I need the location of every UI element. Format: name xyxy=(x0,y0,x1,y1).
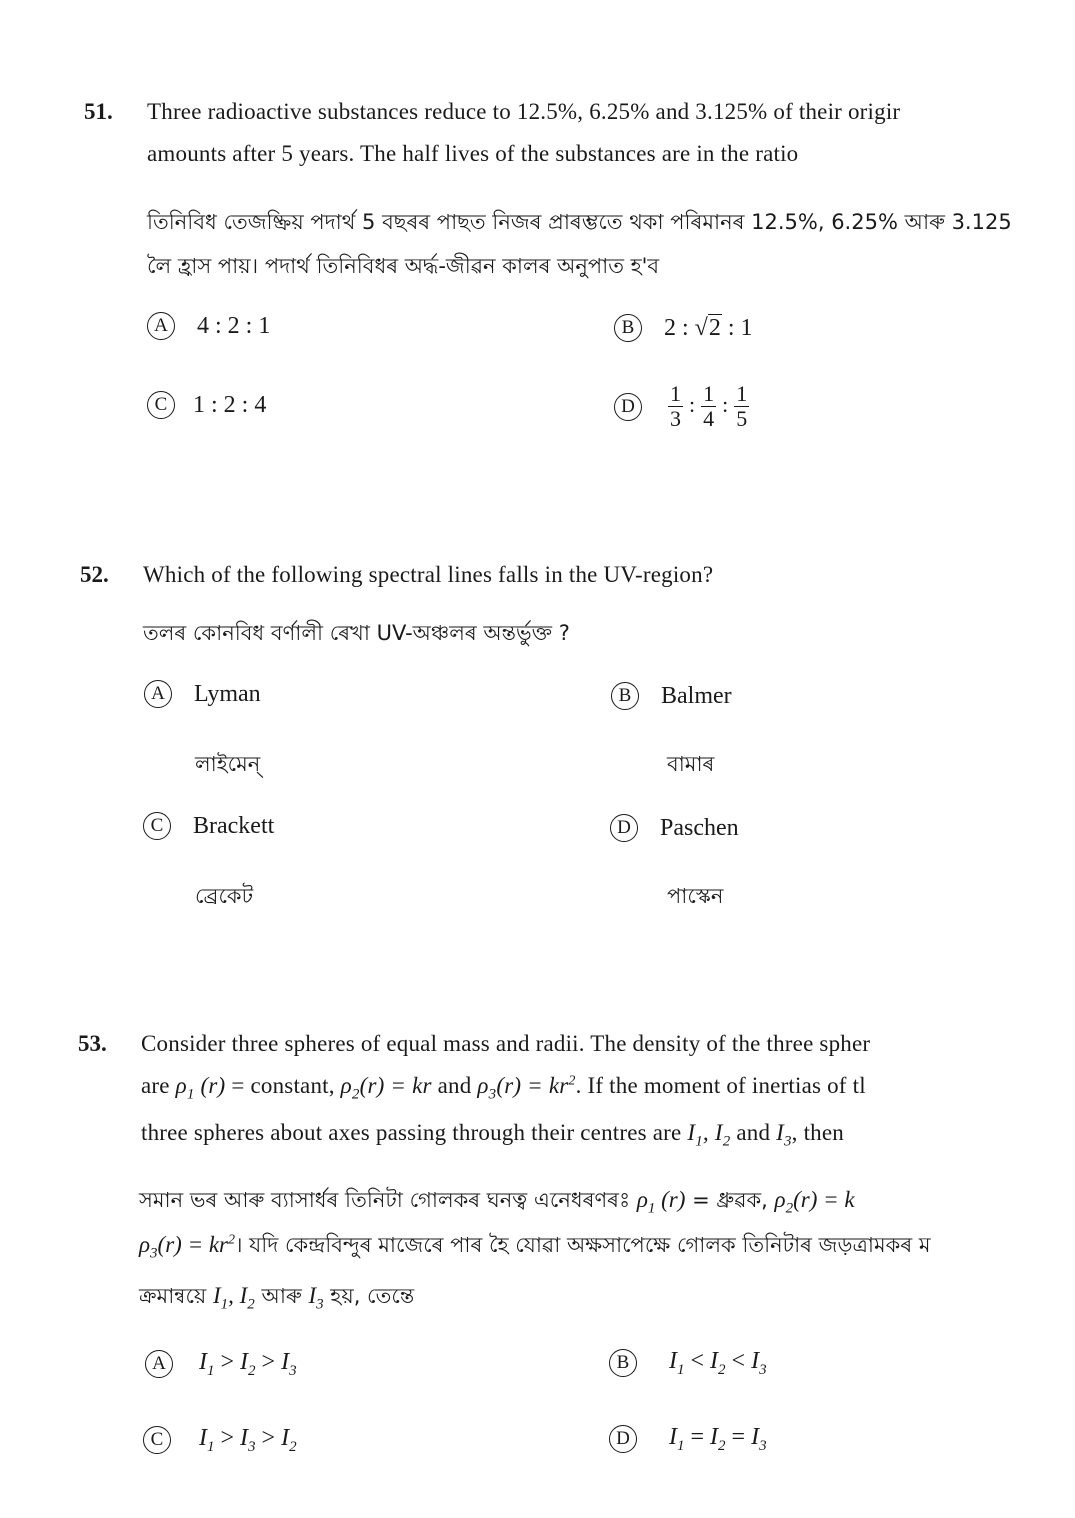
sqrt-symbol: √ xyxy=(694,314,708,341)
option-b-circle[interactable]: B xyxy=(614,314,642,342)
question-51-number: 51. xyxy=(84,99,113,124)
q51-option-c-text: 1 : 2 : 4 xyxy=(193,391,267,418)
question-53-text-en-line2: are $\rho_1$ (r) = constant, $\rho_2(r)$ = kr and $\rho_3(r) = kr^2$. If the moment of inertias of tl xyxy=(141,1073,866,1103)
question-53-text-bn-line2: $\rho_3(r)$ = $kr^2।$ যদি কেন্দ্ৰবিন্দুৰ মাজেৰে পাৰ হৈ যোৱা অক্ষসাপেক্ষে গোলক তিনিটাৰ জড়ত্ৰামকৰ ম xyxy=(139,1232,931,1262)
fraction-one-fourth: $\frac{1}{4}$ xyxy=(703,381,715,431)
option-b-circle[interactable]: B xyxy=(611,682,639,710)
rho3-equals-kr2-bn: $\rho_3(r) = kr^2$ xyxy=(139,1232,235,1262)
q52-option-c-text: Brackett xyxy=(193,812,275,839)
option-c-circle[interactable]: C xyxy=(147,391,175,419)
option-b-circle[interactable]: B xyxy=(609,1349,637,1377)
q53-option-c[interactable] xyxy=(143,1425,297,1456)
rho1-of-r: $\rho_1$ (r) xyxy=(175,1073,226,1103)
q53-option-b[interactable] xyxy=(609,1348,767,1379)
q51-option-a[interactable] xyxy=(147,312,270,340)
question-51-text-bn-line1: তিনিবিধ তেজষ্ক্ৰিয় পদাৰ্থ 5 বছৰৰ পাছত নিজৰ প্ৰাৰম্ভতে থকা পৰিমানৰ 12.5%, 6.25% আৰু 3.125 xyxy=(147,210,1012,234)
option-c-circle[interactable]: C xyxy=(143,1426,171,1454)
q51-option-b-text xyxy=(664,315,753,342)
question-51-text-en-line2: amounts after 5 years. The half lives of the substances are in the ratio xyxy=(147,141,799,166)
question-53-number: 53. xyxy=(78,1031,107,1056)
q53-option-d-text: $I_1 = I_2 = I_3$ xyxy=(669,1424,767,1454)
q53-option-b-text: $I_1 < I_2 < I_3$ xyxy=(669,1348,767,1378)
inertia-i3: $I_3$ xyxy=(776,1120,792,1150)
question-52-number: 52. xyxy=(80,562,109,587)
q52-option-d[interactable] xyxy=(610,814,739,842)
rho2-equals-k-bn: $\rho_2(r) = k$ xyxy=(774,1187,855,1217)
inertia-i3-bn: $I_3$ xyxy=(308,1283,324,1313)
fraction-one-third: $\frac{1}{3}$ xyxy=(670,381,681,431)
rho1-of-r-bn: $\rho_1$ (r) xyxy=(636,1187,686,1217)
question-53-text-bn-line1: সমান ভৰ আৰু ব্যাসাৰ্ধৰ তিনিটা গোলকৰ ঘনত্ব এনেধৰণৰঃ $\rho_1$ (r) = ধ্ৰুৱক, $\rho_2(r) = k$ xyxy=(139,1187,855,1217)
rho2-equals-kr: $\rho_2(r)$ = kr xyxy=(340,1073,432,1103)
option-d-circle[interactable]: D xyxy=(614,393,642,421)
q51-option-b-post: : 1 xyxy=(721,314,753,341)
question-52-text-bn: তলৰ কোনবিধ বৰ্ণালী ৰেখা UV-অঞ্চলৰ অন্তৰ্ভুক্ত ? xyxy=(143,621,570,645)
question-51-text-en-line1: Three radioactive substances reduce to 12.5%, 6.25% and 3.125% of their origir xyxy=(147,99,901,124)
q51-option-b[interactable] xyxy=(614,314,753,342)
option-a-circle[interactable]: A xyxy=(145,1350,173,1378)
question-53-text-en-line3: three spheres about axes passing through their centres are $I_1$, $I_2$ and $I_3$, then xyxy=(141,1120,844,1150)
q52-option-c-bn: ব্ৰেকেট xyxy=(195,884,254,908)
q52-option-b-text: Balmer xyxy=(661,682,732,709)
q53-option-a[interactable] xyxy=(145,1349,297,1380)
inertia-i1-i2-bn: $I_1$, $I_2$ xyxy=(212,1283,255,1313)
question-53-text-bn-line3: ক্ৰমান্বয়ে $I_1$, $I_2$ আৰু $I_3$ হয়, তেন্তে xyxy=(139,1283,415,1313)
rho3-equals-kr2: $\rho_3(r) = kr^2$ xyxy=(477,1073,576,1103)
question-51-text-bn-line2: লৈ হ্ৰাস পায়। পদাৰ্থ তিনিবিধৰ অৰ্দ্ধ-জীৱন কালৰ অনুপাত হ'ব xyxy=(147,254,660,278)
q52-option-a-text: Lyman xyxy=(194,680,261,707)
q51-option-b-pre: 2 : xyxy=(664,314,695,341)
q51-option-c[interactable] xyxy=(147,391,266,419)
fraction-one-fifth: $\frac{1}{5}$ xyxy=(736,381,748,431)
q52-option-b[interactable] xyxy=(611,682,732,710)
option-d-circle[interactable]: D xyxy=(610,814,638,842)
question-52-text-en: Which of the following spectral lines falls in the UV-region? xyxy=(143,562,714,587)
q52-option-a-bn: লাইমেন্ xyxy=(195,752,261,776)
q53-option-a-text: $I_1 > I_2 > I_3$ xyxy=(199,1349,297,1379)
q52-option-b-bn: বামাৰ xyxy=(667,752,715,776)
option-a-circle[interactable]: A xyxy=(144,680,172,708)
q51-option-a-text: 4 : 2 : 1 xyxy=(197,312,271,339)
inertia-i1-i2: $I_1$, $I_2$ xyxy=(687,1120,731,1150)
q52-option-d-text: Paschen xyxy=(660,814,739,841)
q51-option-b-root: 2 xyxy=(708,314,721,341)
q51-option-d[interactable] xyxy=(614,382,749,431)
option-d-circle[interactable]: D xyxy=(609,1425,637,1453)
option-c-circle[interactable]: C xyxy=(143,812,171,840)
q53-option-c-text: $I_1 > I_3 > I_2$ xyxy=(199,1425,297,1455)
question-53-text-en-line1: Consider three spheres of equal mass and radii. The density of the three spher xyxy=(141,1031,871,1056)
option-a-circle[interactable]: A xyxy=(147,312,175,340)
q52-option-a[interactable] xyxy=(144,680,261,708)
q52-option-c[interactable] xyxy=(143,812,274,840)
q53-option-d[interactable] xyxy=(609,1424,767,1455)
q51-option-d-text: $\frac{1}{3}$ : $\frac{1}{4}$ : $\frac{1}{5}$ xyxy=(670,381,748,431)
q52-option-d-bn: পাস্কেন xyxy=(667,884,724,908)
